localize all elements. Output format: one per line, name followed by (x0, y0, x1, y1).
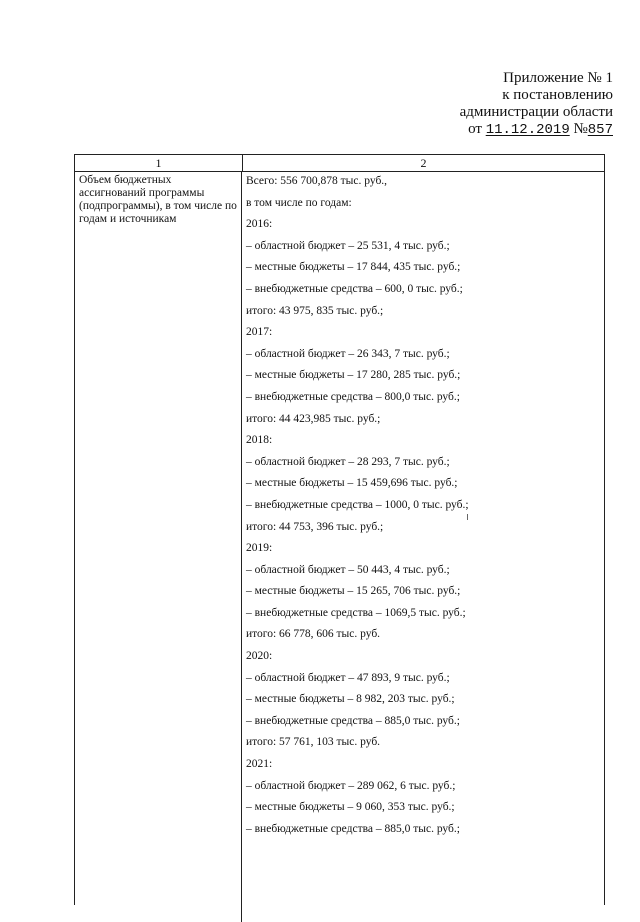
resolution-number: 857 (587, 122, 613, 138)
budget-line: итого: 57 761, 103 тыс. руб. (246, 736, 381, 749)
budget-line: итого: 44 423,985 тыс. руб.; (246, 412, 381, 425)
budget-line: – местные бюджеты – 17 844, 435 тыс. руб.; (246, 261, 461, 274)
budget-line: – областной бюджет – 47 893, 9 тыс. руб.; (246, 671, 450, 684)
table-row (75, 172, 604, 922)
budget-line: – местные бюджеты – 15 459,696 тыс. руб.; (246, 477, 458, 490)
budget-line: – областной бюджет – 28 293, 7 тыс. руб.; (246, 455, 450, 468)
budget-line: – внебюджетные средства – 1069,5 тыс. руб.; (246, 606, 466, 619)
appendix-subtitle-2: администрации области (459, 104, 613, 120)
budget-line: 2019: (246, 542, 273, 555)
budget-line: 2021: (246, 758, 273, 771)
budget-line: – внебюджетные средства – 800,0 тыс. руб.; (246, 390, 460, 403)
appendix-header (460, 70, 613, 139)
resolution-date-number (460, 121, 613, 139)
number-sign: № (573, 121, 588, 137)
row-label-cell: Объем бюджетных ассигнований программы (подпрограммы), в том числе по годам и источникам (75, 172, 242, 922)
budget-line: итого: 66 778, 606 тыс. руб. (246, 628, 381, 641)
budget-line: 2017: (246, 326, 273, 339)
appendix-subtitle-1: к постановлению (502, 87, 613, 103)
budget-line: 2020: (246, 650, 273, 663)
budget-line: – областной бюджет – 289 062, 6 тыс. руб.; (246, 779, 456, 792)
column-1-header: 1 (75, 155, 243, 171)
budget-line: Всего: 556 700,878 тыс. руб., (246, 175, 388, 187)
budget-lines-cell (242, 172, 604, 922)
resolution-date: 11.12.2019 (485, 122, 570, 138)
budget-line: 2018: (246, 434, 273, 447)
date-prefix: от (468, 121, 482, 137)
budget-table (74, 154, 605, 905)
budget-line: – внебюджетные средства – 1000, 0 тыс. руб.; (246, 498, 469, 511)
appendix-title: Приложение № 1 (503, 70, 613, 86)
budget-line: – местные бюджеты – 8 982, 203 тыс. руб.; (246, 693, 455, 706)
budget-line: – внебюджетные средства – 885,0 тыс. руб.; (246, 822, 460, 835)
budget-line: итого: 43 975, 835 тыс. руб.; (246, 304, 384, 317)
table-header-row (75, 155, 604, 172)
budget-line: – областной бюджет – 50 443, 4 тыс. руб.; (246, 563, 450, 576)
scan-speck (467, 514, 468, 520)
budget-line: в том числе по годам: (246, 196, 352, 209)
column-2-header: 2 (420, 156, 427, 170)
budget-line: 2016: (246, 218, 273, 231)
budget-line: – внебюджетные средства – 600, 0 тыс. руб.; (246, 282, 463, 295)
budget-line: – областной бюджет – 25 531, 4 тыс. руб.; (246, 239, 450, 252)
budget-line: – местные бюджеты – 17 280, 285 тыс. руб.; (246, 369, 461, 382)
budget-line: – местные бюджеты – 9 060, 353 тыс. руб.; (246, 801, 455, 814)
budget-line: – внебюджетные средства – 885,0 тыс. руб.; (246, 714, 460, 727)
budget-line: – местные бюджеты – 15 265, 706 тыс. руб.; (246, 585, 461, 598)
budget-line: – областной бюджет – 26 343, 7 тыс. руб.; (246, 347, 450, 360)
budget-line: итого: 44 753, 396 тыс. руб.; (246, 520, 384, 533)
